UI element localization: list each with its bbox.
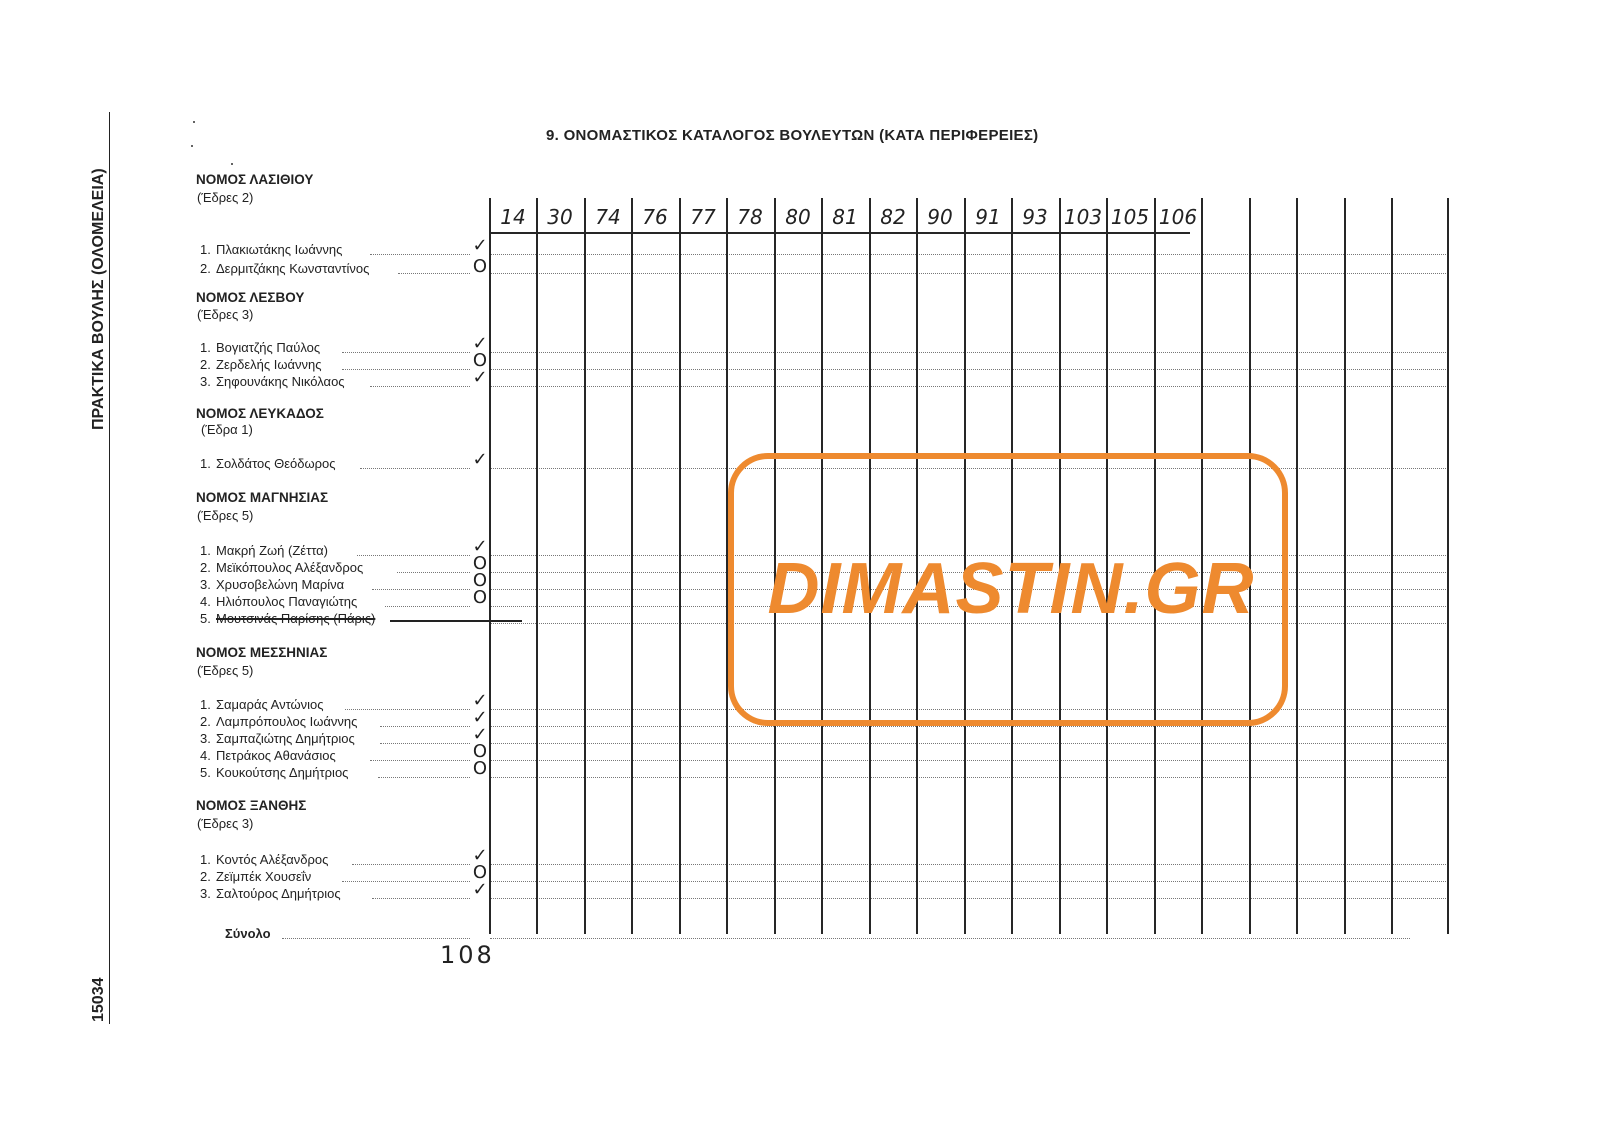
total-value: 108 (440, 941, 495, 969)
member-row: 3. Σηφουνάκης Νικόλαος (200, 374, 345, 389)
scan-speck (193, 121, 195, 123)
column-rule (536, 198, 538, 934)
district-heading: ΝΟΜΟΣ ΛΕΥΚΑΔΟΣ (196, 406, 324, 421)
grid-dotted-row (490, 352, 1448, 353)
column-rule (631, 198, 633, 934)
grid-dotted-row (490, 898, 1448, 899)
member-row: 4. Ηλιόπουλος Παναγιώτης (200, 594, 358, 609)
dot-leader (342, 881, 470, 882)
dot-leader (345, 709, 470, 710)
handwritten-mark: ✓ (472, 235, 488, 256)
dot-leader (352, 864, 470, 865)
member-row: 4. Πετράκος Αθανάσιος (200, 748, 336, 763)
member-row: 1. Σαμαράς Αντώνιος (200, 697, 324, 712)
dot-leader (357, 555, 470, 556)
district-seats: (Έδρα 1) (201, 422, 253, 437)
handwritten-mark: O (472, 256, 488, 277)
strike-through-line (390, 620, 522, 622)
district-seats: (Έδρες 3) (197, 816, 254, 831)
grid-dotted-row (490, 369, 1448, 370)
member-row: 3. Σαμπαζιώτης Δημήτριος (200, 731, 355, 746)
column-rule (1447, 198, 1449, 934)
district-seats: (Έδρες 3) (197, 307, 254, 322)
handwritten-mark: ✓ (472, 879, 488, 900)
scan-speck (231, 163, 233, 165)
column-rule (1391, 198, 1393, 934)
member-row: 2. Λαμπρόπουλος Ιωάννης (200, 714, 358, 729)
margin-rule (109, 112, 110, 1024)
district-seats: (Έδρες 2) (197, 190, 254, 205)
column-number: 106 (1158, 205, 1198, 229)
handwritten-mark: ✓ (472, 845, 488, 866)
column-number: 91 (975, 205, 1001, 229)
member-row: 2. Δερμιτζάκης Κωνσταντίνος (200, 261, 370, 276)
member-row: 1. Βογιατζής Παύλος (200, 340, 321, 355)
side-running-title: ΠΡΑΚΤΙΚΑ ΒΟΥΛΗΣ (ΟΛΟΜΕΛΕΙΑ) (90, 168, 107, 430)
dot-leader (372, 589, 470, 590)
grid-dotted-row (490, 743, 1448, 744)
dot-leader (398, 273, 470, 274)
member-row: 3. Χρυσοβελώνη Μαρίνα (200, 577, 345, 592)
dot-leader (385, 606, 470, 607)
handwritten-mark: ✓ (472, 707, 488, 728)
grid-dotted-row (490, 938, 1410, 939)
dot-leader (360, 468, 470, 469)
handwritten-mark: ✓ (472, 536, 488, 557)
dot-leader (370, 254, 470, 255)
handwritten-mark: O (472, 741, 488, 762)
member-row: 5. Κουκούτσης Δημήτριος (200, 765, 349, 780)
watermark-text: DIMASTIN.GR (767, 549, 1255, 629)
column-number: 78 (737, 205, 763, 229)
column-number: 81 (832, 205, 858, 229)
member-row-struck: 5. Μουτσινάς Παρίσης (Πάρις) (200, 611, 376, 626)
column-rule (1296, 198, 1298, 934)
column-number: 74 (595, 205, 621, 229)
column-number: 103 (1063, 205, 1103, 229)
grid-dotted-row (490, 881, 1448, 882)
district-heading: ΝΟΜΟΣ ΛΕΣΒΟΥ (196, 290, 305, 305)
dot-leader (380, 726, 470, 727)
handwritten-mark: ✓ (472, 724, 488, 745)
member-row: 2. Μεϊκόπουλος Αλέξανδρος (200, 560, 364, 575)
member-row: 2. Ζεϊμπέκ Χουσεΐν (200, 869, 312, 884)
scan-speck (191, 145, 193, 147)
member-row: 1. Σολδάτος Θεόδωρος (200, 456, 336, 471)
page-number: 15034 (90, 977, 107, 1022)
handwritten-mark: ✓ (472, 333, 488, 354)
member-row: 1. Πλακιωτάκης Ιωάννης (200, 242, 343, 257)
district-seats: (Έδρες 5) (197, 508, 254, 523)
member-row: 2. Ζερδελής Ιωάννης (200, 357, 322, 372)
grid-dotted-row (490, 777, 1448, 778)
handwritten-mark: ✓ (472, 449, 488, 470)
handwritten-mark: O (472, 553, 488, 574)
dot-leader (397, 572, 470, 573)
grid-dotted-row (490, 254, 1448, 255)
column-number: 77 (690, 205, 716, 229)
dot-leader (370, 386, 470, 387)
handwritten-mark: ✓ (472, 367, 488, 388)
grid-dotted-row (490, 386, 1448, 387)
grid-dotted-row (490, 273, 1448, 274)
column-number: 93 (1022, 205, 1048, 229)
column-rule (679, 198, 681, 934)
column-number: 82 (880, 205, 906, 229)
handwritten-mark: O (472, 758, 488, 779)
column-number: 76 (642, 205, 668, 229)
column-rule (584, 198, 586, 934)
grid-dotted-row (490, 864, 1448, 865)
dot-leader (342, 352, 470, 353)
grid-dotted-row (490, 726, 1448, 727)
column-rule (1344, 198, 1346, 934)
district-seats: (Έδρες 5) (197, 663, 254, 678)
dot-leader (380, 743, 470, 744)
dot-leader (372, 898, 470, 899)
grid-dotted-row (490, 760, 1448, 761)
dot-leader (370, 760, 470, 761)
column-number: 105 (1110, 205, 1150, 229)
district-heading: ΝΟΜΟΣ ΞΑΝΘΗΣ (196, 798, 307, 813)
handwritten-mark: ✓ (472, 690, 488, 711)
column-header-rule (490, 232, 1190, 234)
column-number: 30 (547, 205, 573, 229)
dot-leader (282, 938, 470, 939)
dot-leader (378, 777, 470, 778)
column-number: 14 (500, 205, 526, 229)
district-heading: ΝΟΜΟΣ ΜΕΣΣΗΝΙΑΣ (196, 645, 328, 660)
member-row: 1. Μακρή Ζωή (Ζέττα) (200, 543, 329, 558)
district-heading: ΝΟΜΟΣ ΛΑΣΙΘΙΟΥ (196, 172, 314, 187)
handwritten-mark: O (472, 570, 488, 591)
handwritten-mark: O (472, 350, 488, 371)
member-row: 1. Κοντός Αλέξανδρος (200, 852, 329, 867)
document-title: 9. ΟΝΟΜΑΣΤΙΚΟΣ ΚΑΤΑΛΟΓΟΣ ΒΟΥΛΕΥΤΩΝ (ΚΑΤΑ ΠΕΡΙΦΕΡΕΙΕΣ) (546, 127, 1039, 144)
total-label: Σύνολο (225, 926, 271, 941)
column-number: 90 (927, 205, 953, 229)
handwritten-mark: O (472, 587, 488, 608)
dot-leader (342, 369, 470, 370)
member-row: 3. Σαλτούρος Δημήτριος (200, 886, 341, 901)
column-number: 80 (785, 205, 811, 229)
district-heading: ΝΟΜΟΣ ΜΑΓΝΗΣΙΑΣ (196, 490, 329, 505)
handwritten-mark: O (472, 862, 488, 883)
